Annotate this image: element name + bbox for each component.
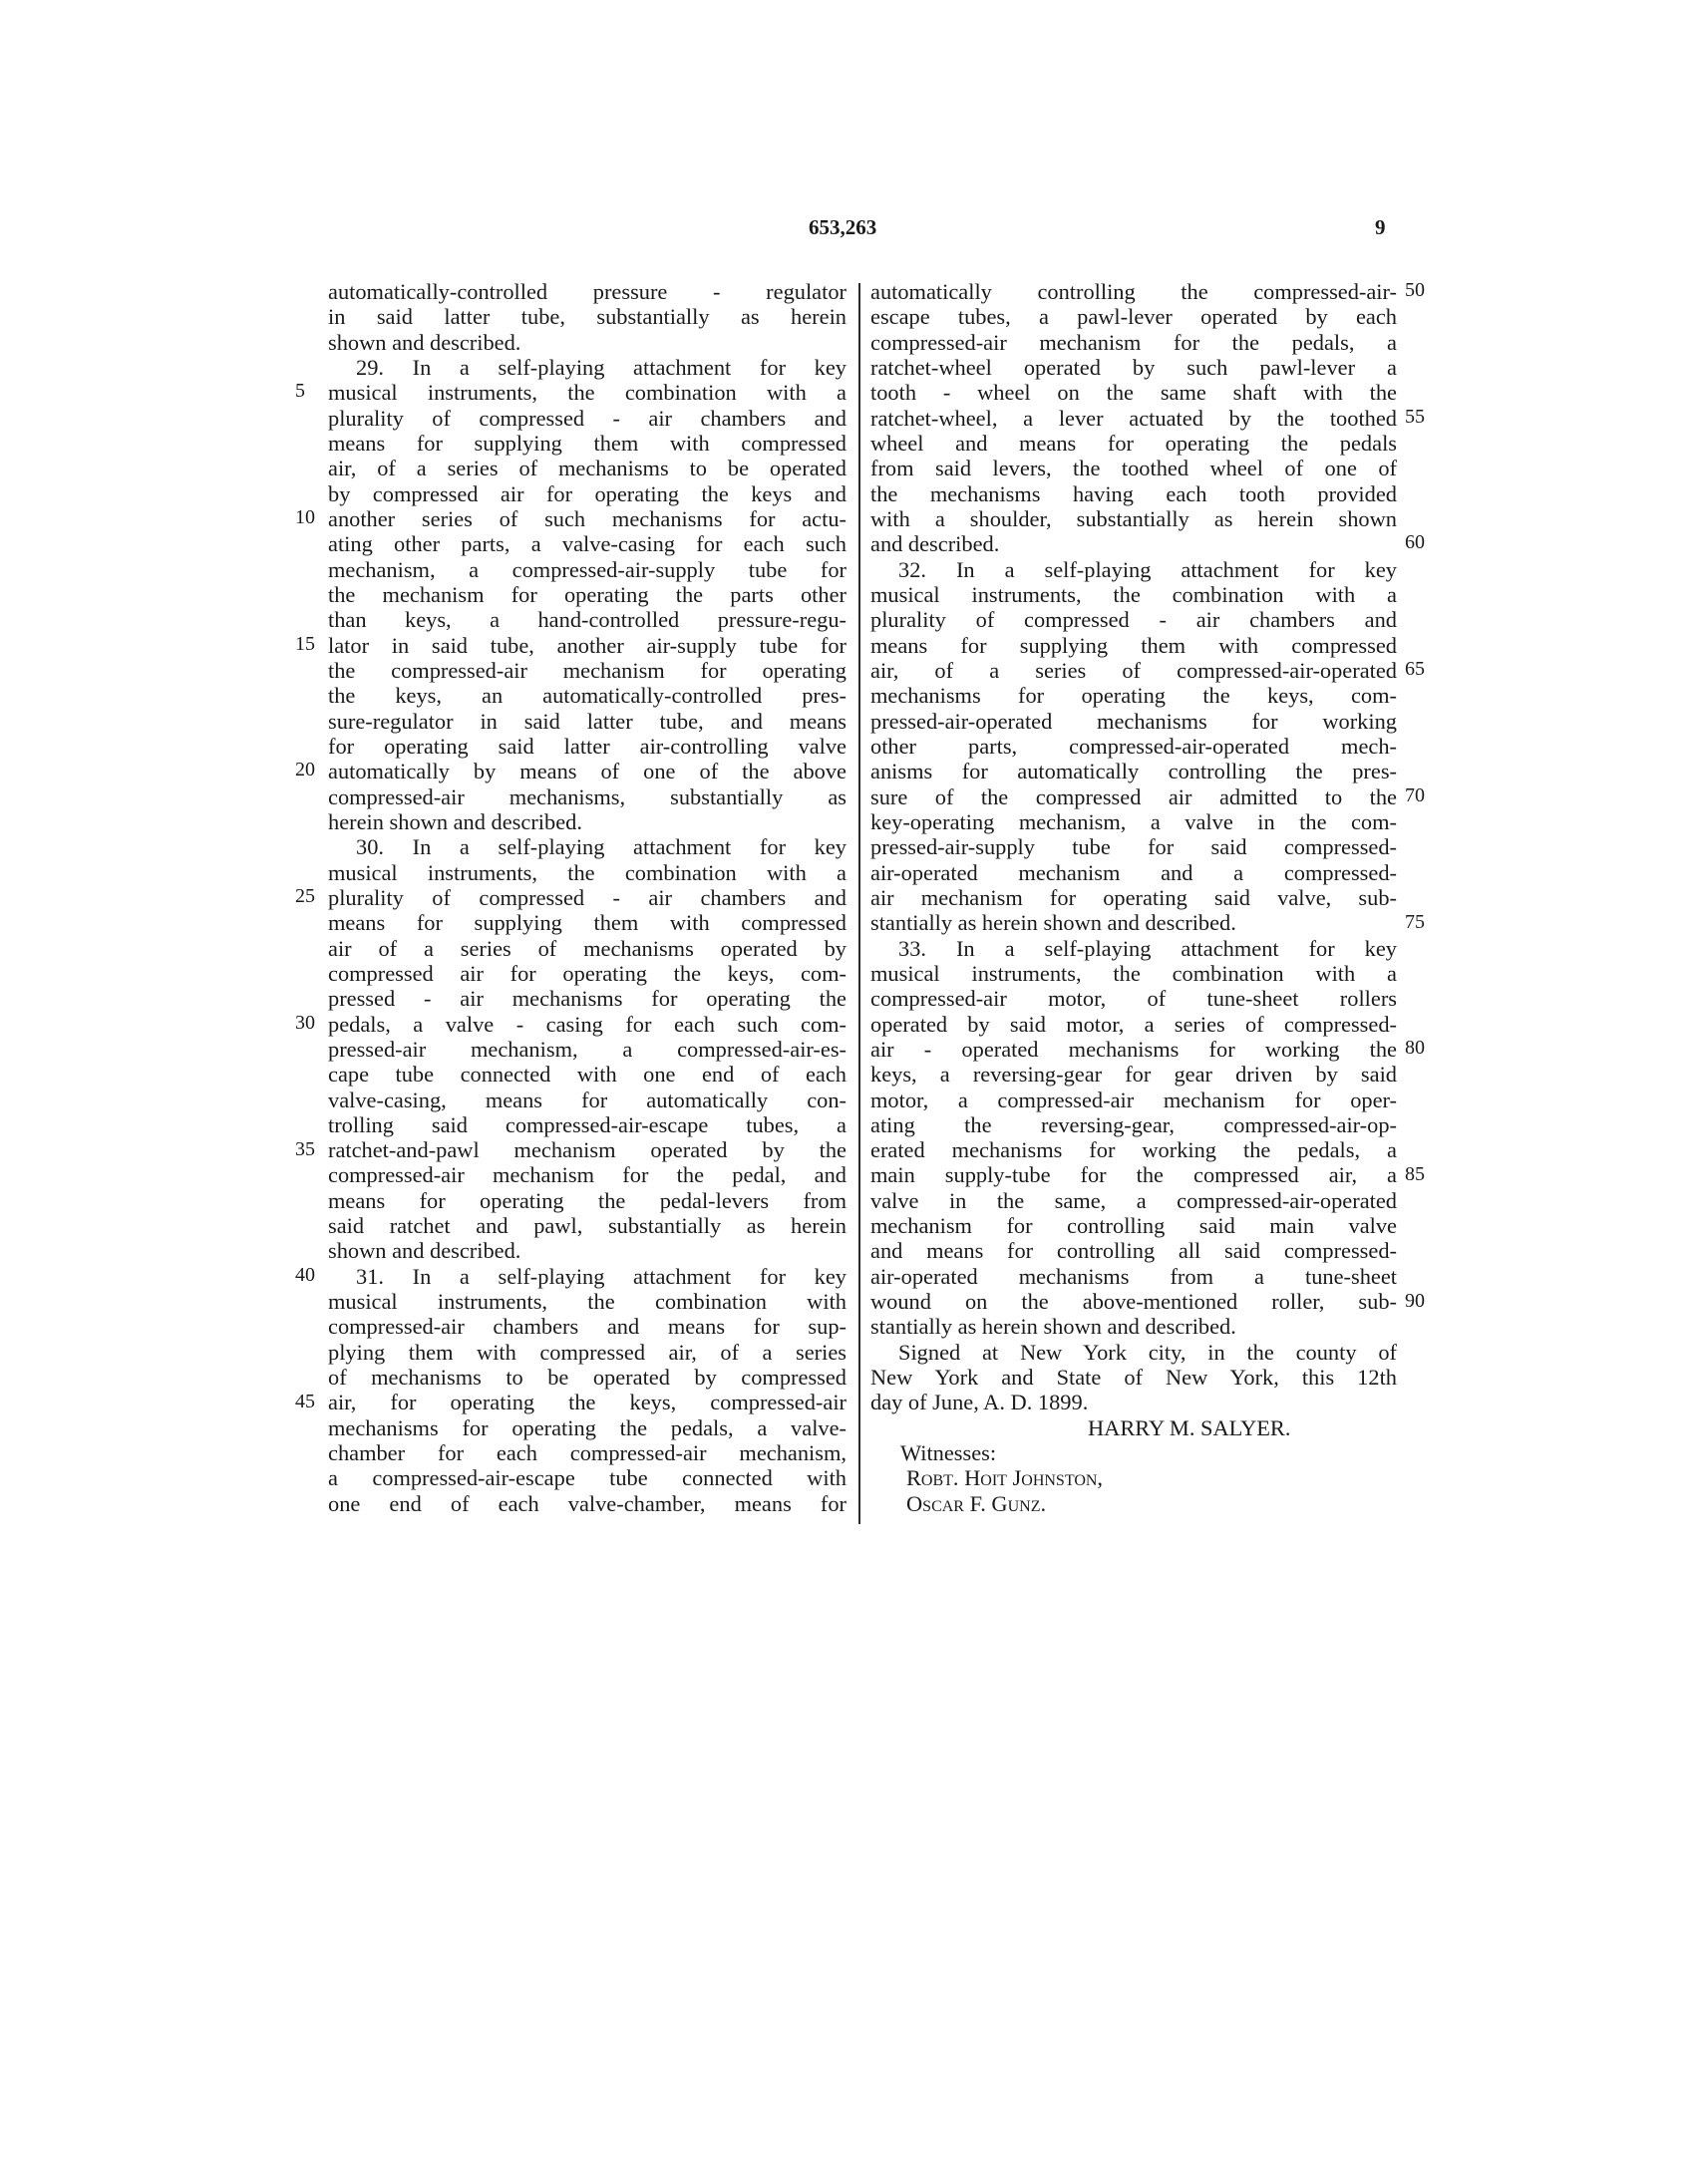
text-line: escape tubes, a pawl-lever operated by each bbox=[870, 304, 1397, 330]
text-line: mechanism for controlling said main valve bbox=[870, 1213, 1397, 1239]
text-line: compressed-air mechanisms, substantially as bbox=[328, 783, 847, 809]
margin-line-number: 75 bbox=[1405, 910, 1425, 933]
text-line: stantially as herein shown and described. bbox=[870, 910, 1236, 936]
right-text-column bbox=[870, 279, 1397, 1516]
text-line: mechanisms for operating the keys, com- bbox=[870, 683, 1397, 709]
text-line: ratchet-wheel operated by such pawl-lever a bbox=[870, 354, 1397, 380]
margin-line-number: 65 bbox=[1405, 658, 1425, 681]
text-line: air, of a series of mechanisms to be operated bbox=[328, 456, 847, 481]
margin-line-number: 85 bbox=[1405, 1162, 1425, 1185]
text-line: of mechanisms to be operated by compressed bbox=[328, 1365, 847, 1391]
text-line: lator in said tube, another air-supply tube for bbox=[328, 632, 847, 658]
text-line: herein shown and described. bbox=[328, 808, 582, 834]
text-line: erated mechanisms for working the pedals, a bbox=[870, 1137, 1397, 1163]
text-line: pressed-air-supply tube for said compressed- bbox=[870, 834, 1397, 860]
text-line: than keys, a hand-controlled pressure-regu- bbox=[328, 607, 847, 633]
margin-line-number: 45 bbox=[295, 1390, 315, 1412]
text-line: air-operated mechanisms from a tune-sheet bbox=[870, 1263, 1397, 1289]
text-line: 31. In a self-playing attachment for key bbox=[356, 1263, 847, 1289]
text-line: valve in the same, a compressed-air-operated bbox=[870, 1187, 1397, 1213]
witnesses-label: Witnesses: bbox=[900, 1440, 997, 1466]
text-line: said ratchet and pawl, substantially as herein bbox=[328, 1213, 847, 1239]
text-line: 32. In a self-playing attachment for key bbox=[898, 556, 1397, 582]
text-line: air-operated mechanism and a compressed- bbox=[870, 859, 1397, 885]
text-line: the mechanisms having each tooth provided bbox=[870, 480, 1397, 506]
text-line: pressed-air mechanism, a compressed-air-es- bbox=[328, 1036, 847, 1062]
text-line: trolling said compressed-air-escape tubes, a bbox=[328, 1111, 847, 1137]
text-line: wound on the above-mentioned roller, sub- bbox=[870, 1289, 1397, 1315]
text-line: Signed at New York city, in the county of bbox=[898, 1339, 1397, 1365]
text-line: air of a series of mechanisms operated by bbox=[328, 935, 847, 961]
text-line: pedals, a valve - casing for each such com- bbox=[328, 1011, 847, 1037]
margin-line-number: 10 bbox=[295, 506, 315, 529]
margin-line-number: 25 bbox=[295, 885, 315, 908]
text-line: one end of each valve-chamber, means for bbox=[328, 1490, 847, 1516]
text-line: automatically by means of one of the above bbox=[328, 759, 847, 784]
margin-line-number: 5 bbox=[295, 380, 305, 403]
margin-line-number: 20 bbox=[295, 759, 315, 781]
text-line: New York and State of New York, this 12th bbox=[870, 1365, 1397, 1391]
text-line: the keys, an automatically-controlled pres- bbox=[328, 683, 847, 709]
text-line: compressed-air mechanism for the pedals, a bbox=[870, 329, 1397, 355]
text-line: keys, a reversing-gear for gear driven by said bbox=[870, 1062, 1397, 1088]
text-line: musical instruments, the combination with a bbox=[870, 960, 1397, 986]
margin-line-number: 60 bbox=[1405, 531, 1425, 554]
signature-block bbox=[870, 1415, 1397, 1516]
text-line: automatically controlling the compressed-air- bbox=[870, 279, 1397, 304]
text-line: plurality of compressed - air chambers and bbox=[328, 884, 847, 910]
text-line: in said latter tube, substantially as herein bbox=[328, 304, 847, 330]
text-line: mechanism, a compressed-air-supply tube for bbox=[328, 556, 847, 582]
left-text-column bbox=[328, 279, 847, 1516]
text-line: plying them with compressed air, of a series bbox=[328, 1339, 847, 1365]
text-line: by compressed air for operating the keys and bbox=[328, 480, 847, 506]
margin-line-number: 80 bbox=[1405, 1037, 1425, 1060]
text-line: other parts, compressed-air-operated mech- bbox=[870, 733, 1397, 759]
text-line: 30. In a self-playing attachment for key bbox=[356, 834, 847, 860]
text-line: and means for controlling all said compressed- bbox=[870, 1238, 1397, 1264]
margin-line-number: 40 bbox=[295, 1264, 315, 1287]
text-line: plurality of compressed - air chambers and bbox=[328, 405, 847, 431]
margin-line-number: 55 bbox=[1405, 405, 1425, 428]
text-line: automatically-controlled pressure - regulator bbox=[328, 279, 847, 304]
text-line: air - operated mechanisms for working the bbox=[870, 1036, 1397, 1062]
text-line: chamber for each compressed-air mechanism, bbox=[328, 1440, 847, 1466]
text-line: means for supplying them with compressed bbox=[328, 910, 847, 936]
text-line: cape tube connected with one end of each bbox=[328, 1062, 847, 1088]
text-line: ratchet-wheel, a lever actuated by the toothed bbox=[870, 405, 1397, 431]
text-line: musical instruments, the combination with a bbox=[870, 581, 1397, 607]
signer-name: HARRY M. SALYER. bbox=[1088, 1414, 1291, 1440]
margin-line-number: 30 bbox=[295, 1011, 315, 1034]
text-line: motor, a compressed-air mechanism for oper- bbox=[870, 1087, 1397, 1112]
text-line: wheel and means for operating the pedals bbox=[870, 430, 1397, 456]
text-line: from said levers, the toothed wheel of one of bbox=[870, 456, 1397, 481]
text-line: means for operating the pedal-levers from bbox=[328, 1187, 847, 1213]
text-line: another series of such mechanisms for actu- bbox=[328, 505, 847, 531]
text-line: sure-regulator in said latter tube, and means bbox=[328, 708, 847, 734]
text-line: mechanisms for operating the pedals, a valve- bbox=[328, 1414, 847, 1440]
text-line: sure of the compressed air admitted to the bbox=[870, 783, 1397, 809]
text-line: for operating said latter air-controlling valve bbox=[328, 733, 847, 759]
text-line: valve-casing, means for automatically con- bbox=[328, 1087, 847, 1112]
margin-line-number: 50 bbox=[1405, 279, 1425, 301]
text-line: stantially as herein shown and described. bbox=[870, 1314, 1236, 1340]
text-line: day of June, A. D. 1899. bbox=[870, 1390, 1089, 1415]
text-line: operated by said motor, a series of compressed- bbox=[870, 1011, 1397, 1037]
margin-line-number: 15 bbox=[295, 632, 315, 655]
text-line: 29. In a self-playing attachment for key bbox=[356, 354, 847, 380]
text-line: key-operating mechanism, a valve in the com- bbox=[870, 808, 1397, 834]
page-number: 9 bbox=[1375, 215, 1386, 239]
witness-name: Oscar F. Gunz. bbox=[906, 1490, 1047, 1516]
text-line: tooth - wheel on the same shaft with the bbox=[870, 380, 1397, 406]
text-line: with a shoulder, substantially as herein shown bbox=[870, 505, 1397, 531]
text-line: compressed-air mechanism for the pedal, and bbox=[328, 1162, 847, 1188]
margin-line-number: 70 bbox=[1405, 783, 1425, 806]
text-line: shown and described. bbox=[328, 1238, 521, 1264]
text-line: shown and described. bbox=[328, 329, 521, 355]
margin-line-number: 35 bbox=[295, 1137, 315, 1160]
text-line: compressed air for operating the keys, com- bbox=[328, 960, 847, 986]
text-line: musical instruments, the combination with a bbox=[328, 380, 847, 406]
text-line: air, of a series of compressed-air-operated bbox=[870, 657, 1397, 683]
text-line: means for supplying them with compressed bbox=[328, 430, 847, 456]
text-line: ratchet-and-pawl mechanism operated by the bbox=[328, 1137, 847, 1163]
text-line: compressed-air chambers and means for sup- bbox=[328, 1314, 847, 1340]
text-line: compressed-air motor, of tune-sheet rollers bbox=[870, 986, 1397, 1012]
text-line: air mechanism for operating said valve, sub- bbox=[870, 884, 1397, 910]
witness-name: Robt. Hoit Johnston, bbox=[906, 1465, 1104, 1491]
text-line: 33. In a self-playing attachment for key bbox=[898, 935, 1397, 961]
column-divider bbox=[858, 283, 860, 1524]
text-line: musical instruments, the combination with a bbox=[328, 859, 847, 885]
text-line: ating other parts, a valve-casing for each such bbox=[328, 531, 847, 557]
text-line: musical instruments, the combination with bbox=[328, 1289, 847, 1315]
patent-number: 653,263 bbox=[809, 215, 877, 239]
text-line: pressed - air mechanisms for operating the bbox=[328, 986, 847, 1012]
text-line: the compressed-air mechanism for operating bbox=[328, 657, 847, 683]
text-line: the mechanism for operating the parts other bbox=[328, 581, 847, 607]
text-line: means for supplying them with compressed bbox=[870, 632, 1397, 658]
text-line: and described. bbox=[870, 531, 1000, 557]
margin-line-number: 90 bbox=[1405, 1289, 1425, 1312]
text-line: ating the reversing-gear, compressed-air-op- bbox=[870, 1111, 1397, 1137]
text-line: main supply-tube for the compressed air, a bbox=[870, 1162, 1397, 1188]
text-line: a compressed-air-escape tube connected with bbox=[328, 1465, 847, 1491]
text-line: air, for operating the keys, compressed-air bbox=[328, 1390, 847, 1415]
text-line: plurality of compressed - air chambers and bbox=[870, 607, 1397, 633]
text-line: pressed-air-operated mechanisms for working bbox=[870, 708, 1397, 734]
text-line: anisms for automatically controlling the pres- bbox=[870, 759, 1397, 784]
